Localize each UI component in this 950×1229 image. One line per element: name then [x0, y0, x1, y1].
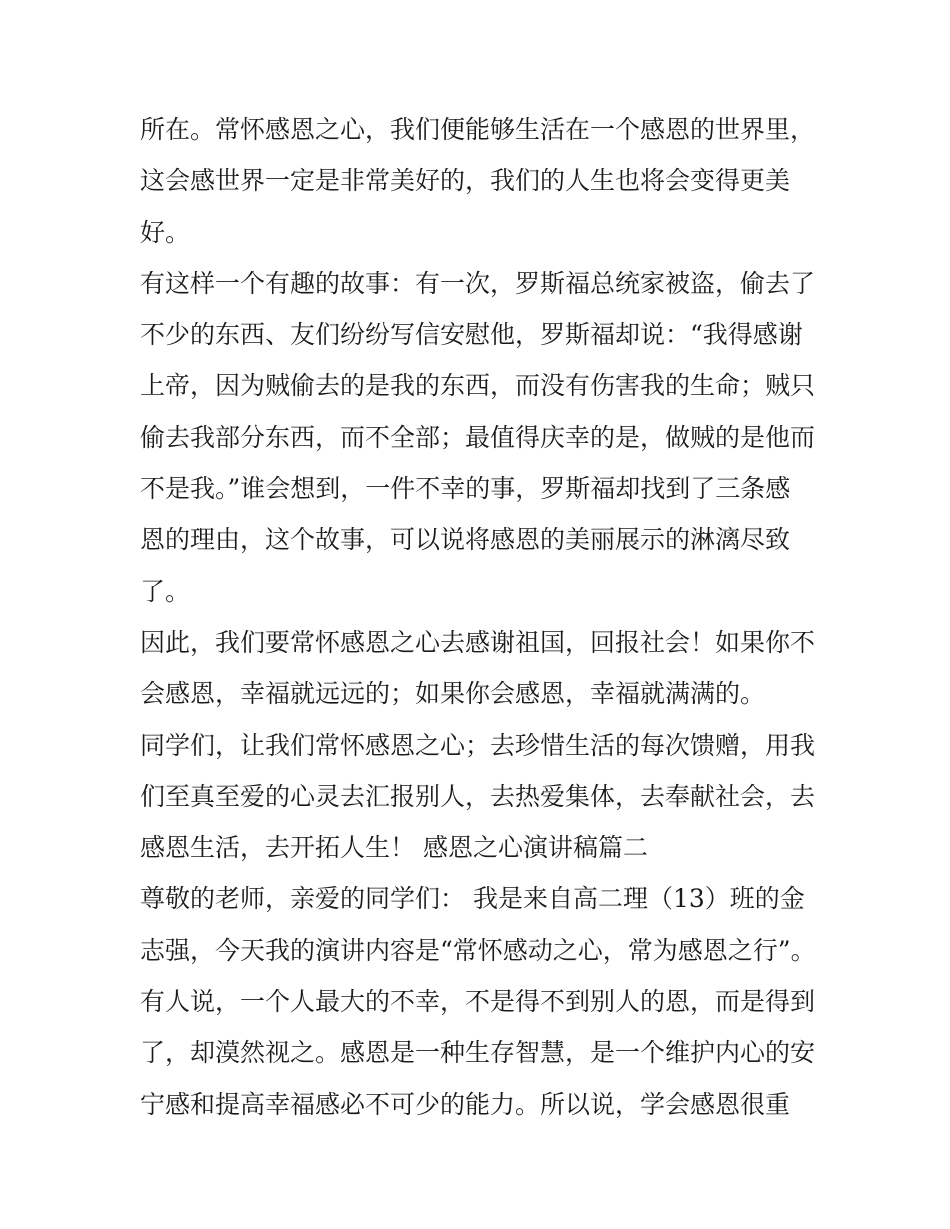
text-line: 恩的理由，这个故事，可以说将感恩的美丽展示的淋漓尽致: [140, 525, 791, 555]
text-line: 了，却漠然视之。感恩是一种生存智慧，是一个维护内心的安: [140, 1038, 816, 1068]
text-line: 会感恩，幸福就远远的；如果你会感恩，幸福就满满的。: [140, 679, 766, 709]
text-line: 有这样一个有趣的故事：有一次，罗斯福总统家被盗，偷去了: [140, 268, 816, 298]
text-line: 有人说，一个人最大的不幸，不是得不到别人的恩，而是得到: [140, 987, 816, 1017]
text-line: 尊敬的老师，亲爱的同学们： 我是来自高二理（13）班的金: [140, 884, 805, 914]
text-line: 感恩生活，去开拓人生！ 感恩之心演讲稿篇二: [140, 833, 648, 863]
text-line: 志强，今天我的演讲内容是“常怀感动之心，常为感恩之行”。: [140, 935, 816, 965]
text-line: 了。: [140, 576, 191, 606]
text-line: 们至真至爱的心灵去汇报别人，去热爱集体，去奉献社会，去: [140, 781, 816, 811]
document-body: [140, 104, 820, 1130]
text-line: 不少的东西、友们纷纷写信安慰他，罗斯福却说：“我得感谢: [140, 320, 803, 350]
text-line: 宁感和提高幸福感必不可少的能力。所以说，学会感恩很重: [140, 1089, 791, 1119]
text-line: 这会感世界一定是非常美好的，我们的人生也将会变得更美: [140, 166, 791, 196]
text-line: 不是我。”谁会想到，一件不幸的事，罗斯福却找到了三条感: [140, 474, 791, 504]
text-line: 偷去我部分东西，而不全部；最值得庆幸的是，做贼的是他而: [140, 422, 816, 452]
text-line: 因此，我们要常怀感恩之心去感谢祖国，回报社会！如果你不: [140, 627, 816, 657]
text-line: 同学们，让我们常怀感恩之心；去珍惜生活的每次馈赠，用我: [140, 730, 816, 760]
text-line: 上帝，因为贼偷去的是我的东西，而没有伤害我的生命；贼只: [140, 371, 816, 401]
text-line: 所在。常怀感恩之心，我们便能够生活在一个感恩的世界里，: [140, 115, 816, 144]
text-line: 好。: [140, 217, 191, 247]
